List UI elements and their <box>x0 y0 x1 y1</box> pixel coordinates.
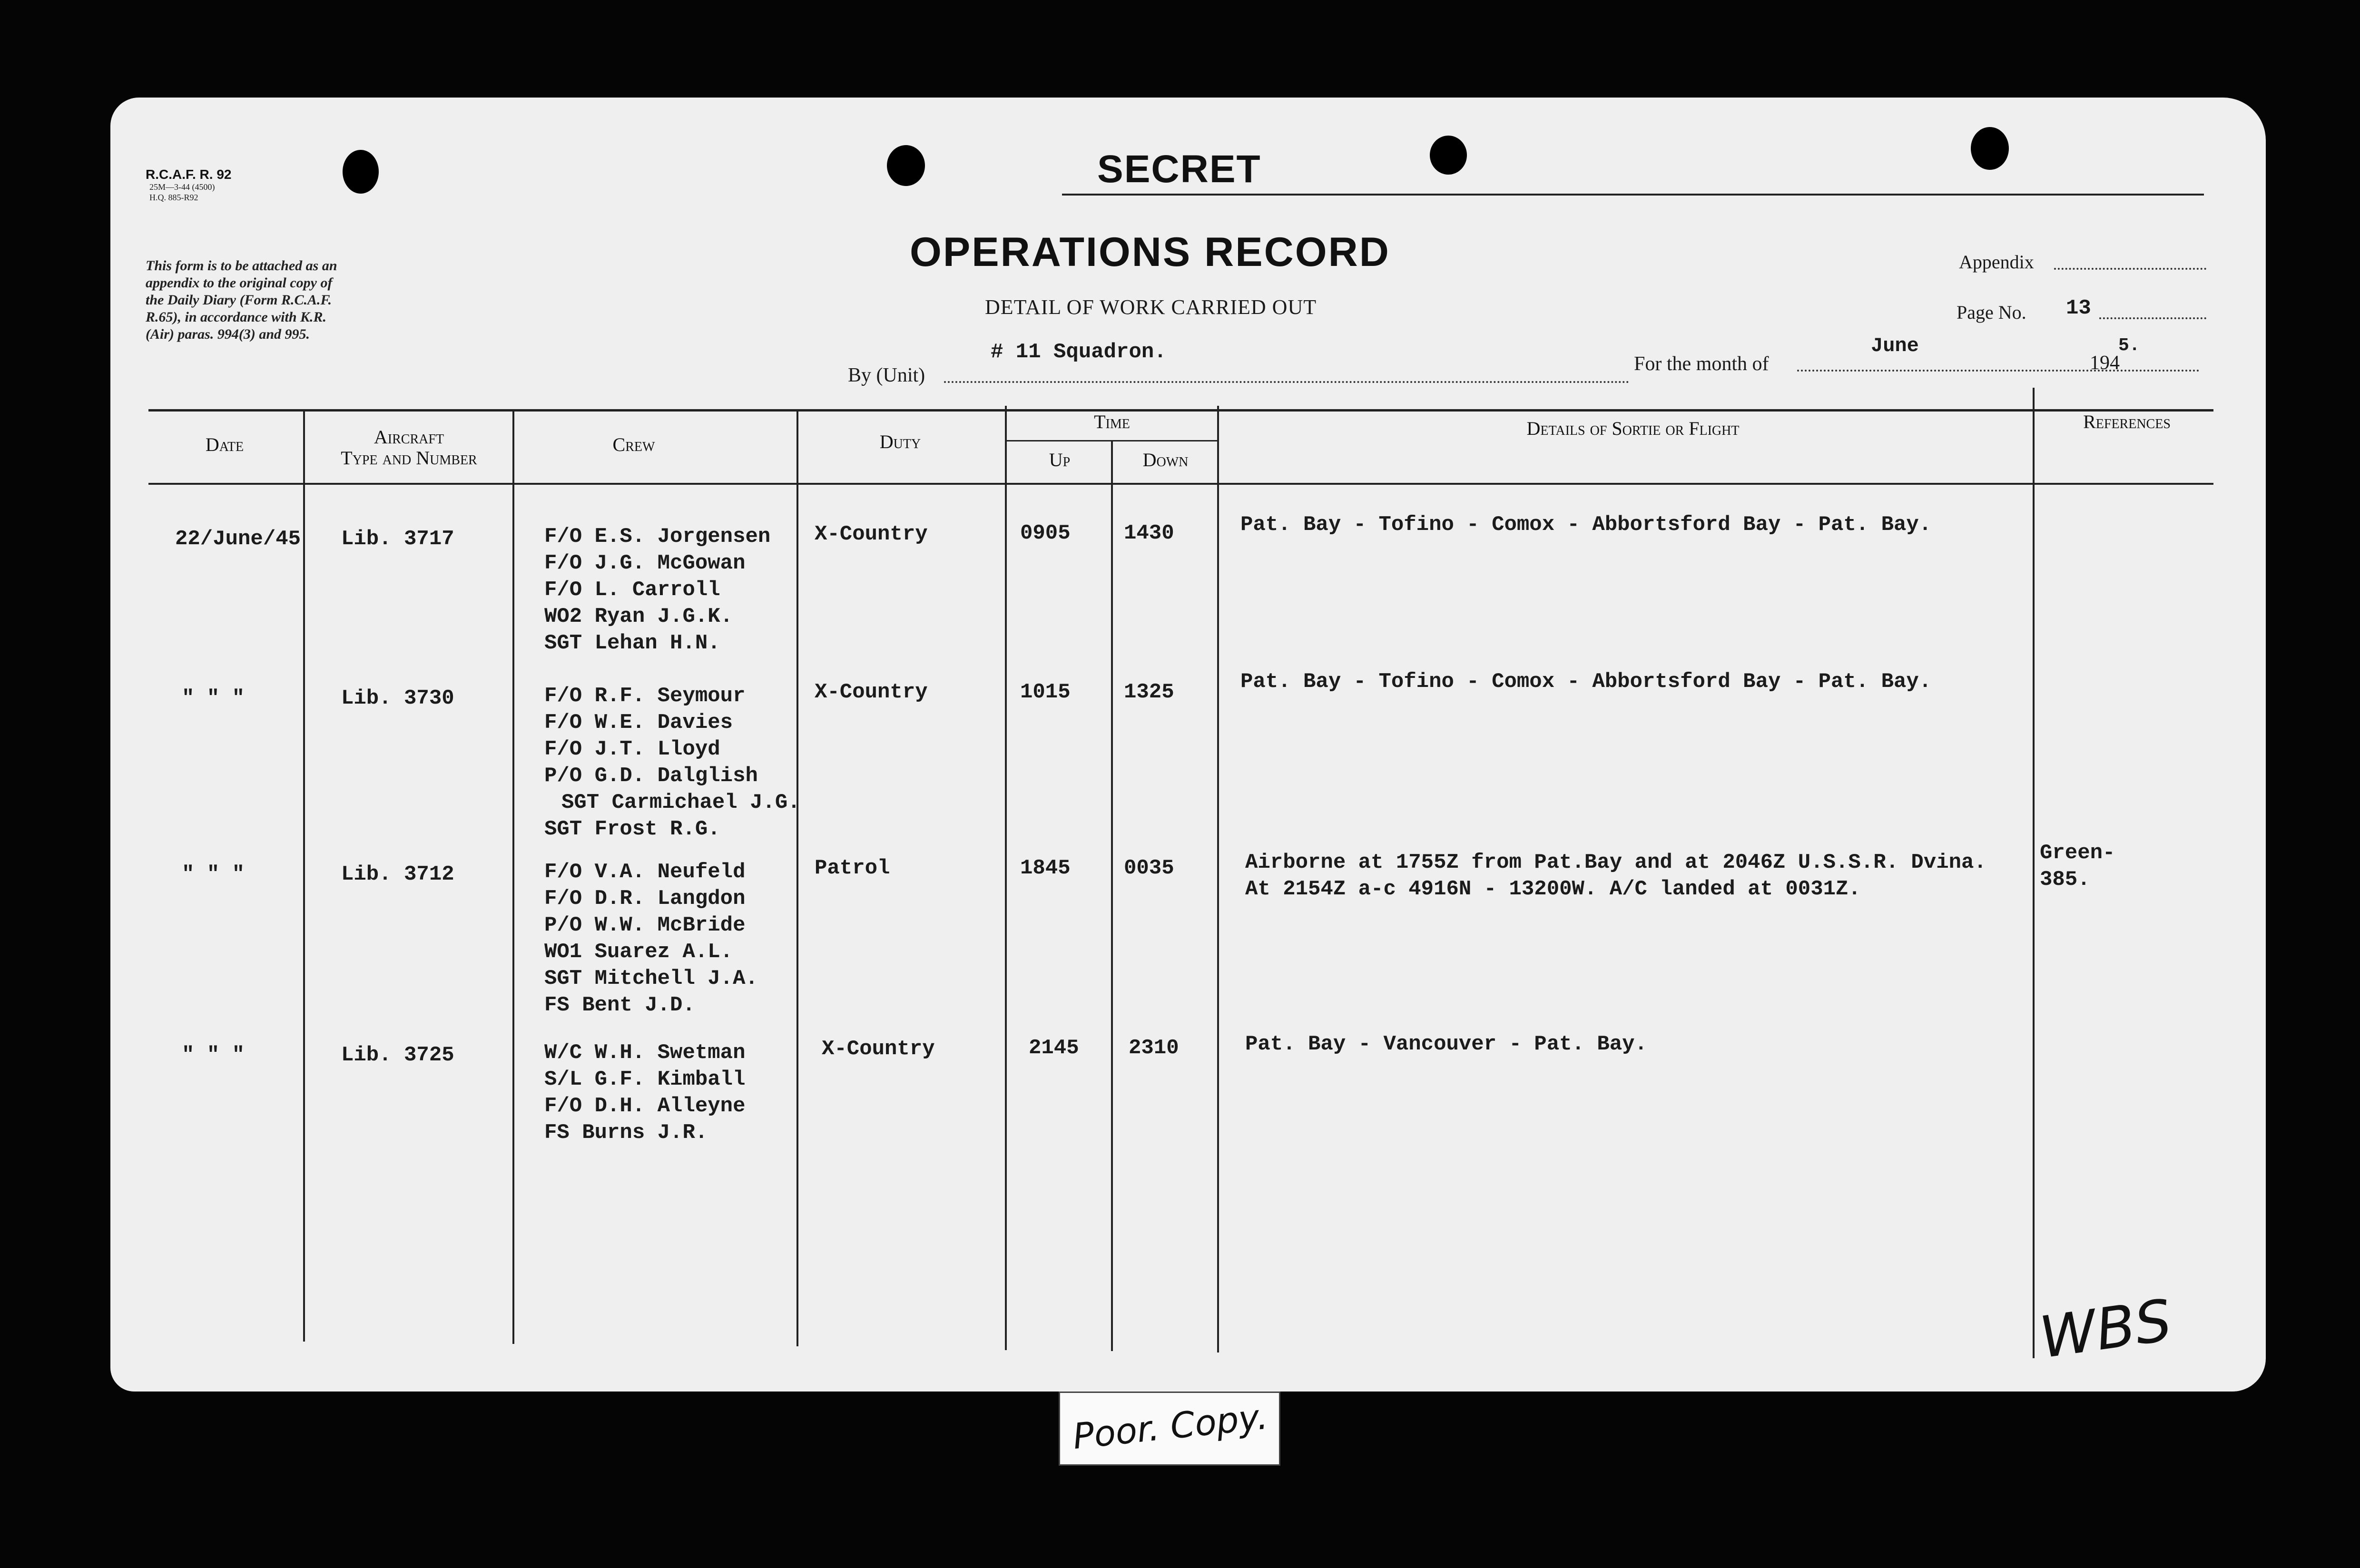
details-line: Pat. Bay - Tofino - Comox - Abbortsford Bay - Pat. Bay. <box>1240 670 1932 694</box>
page-dotted-line <box>2099 317 2206 319</box>
month-value: June <box>1871 334 1919 357</box>
column-divider <box>796 409 798 1346</box>
form-code-line2: 25M—3-44 (4500) <box>149 182 215 192</box>
row-crew <box>544 523 770 657</box>
instruction-line: R.65), in accordance with K.R. <box>146 309 327 325</box>
header-up: Up <box>1049 449 1071 470</box>
crew-member: S/L G.F. Kimball <box>544 1068 746 1091</box>
row-date: " " " <box>182 686 245 710</box>
unit-dotted-line <box>944 381 1629 383</box>
header-aircraft-line2: Type and Number <box>341 447 477 469</box>
row-aircraft: Lib. 3725 <box>341 1043 454 1067</box>
row-time-down: 1430 <box>1124 521 1174 545</box>
form-code-line3: H.Q. 885-R92 <box>149 193 198 202</box>
month-label: For the month of <box>1634 353 1769 375</box>
table-header-rule <box>148 483 2213 485</box>
row-time-down: 2310 <box>1129 1036 1179 1060</box>
form-code: R.C.A.F. R. 92 <box>146 167 232 182</box>
details-line: Airborne at 1755Z from Pat.Bay and at 2046Z U.S.S.R. Dvina. <box>1245 851 1986 874</box>
header-aircraft <box>305 427 512 469</box>
punch-hole <box>343 150 379 194</box>
column-divider <box>1217 406 1219 1352</box>
page-subtitle: DETAIL OF WORK CARRIED OUT <box>985 295 1317 319</box>
poor-copy-stamp <box>1059 1392 1280 1466</box>
page-title: OPERATIONS RECORD <box>910 229 1390 275</box>
crew-member: F/O J.T. Lloyd <box>544 737 720 761</box>
details-line: Pat. Bay - Tofino - Comox - Abbortsford Bay - Pat. Bay. <box>1240 513 1932 537</box>
crew-member: SGT Carmichael J.G. <box>561 791 800 814</box>
crew-member: WO1 Suarez A.L. <box>544 940 733 964</box>
header-down: Down <box>1142 449 1189 470</box>
crew-member: P/O G.D. Dalglish <box>544 764 758 788</box>
crew-member: P/O W.W. McBride <box>544 913 746 937</box>
unit-value: # 11 Squadron. <box>991 340 1167 364</box>
header-details: Details of Sortie or Flight <box>1526 418 1740 439</box>
reference-line: 385. <box>2040 868 2090 892</box>
header-date: Date <box>205 434 244 455</box>
row-time-down: 0035 <box>1124 856 1174 880</box>
crew-member: WO2 Ryan J.G.K. <box>544 605 733 628</box>
reference-line: Green- <box>2040 841 2115 865</box>
header-rule <box>1062 194 2204 196</box>
crew-member: F/O J.G. McGowan <box>544 551 746 575</box>
handwritten-initials: WBS <box>2036 1287 2176 1372</box>
crew-member: SGT Mitchell J.A. <box>544 967 758 990</box>
row-aircraft: Lib. 3730 <box>341 686 454 710</box>
row-time-up: 1015 <box>1020 680 1071 704</box>
column-divider <box>303 412 305 1342</box>
row-date: " " " <box>182 1043 245 1067</box>
row-details <box>1240 511 1931 538</box>
instruction-line: the Daily Diary (Form R.C.A.F. <box>146 292 332 308</box>
crew-member: F/O D.H. Alleyne <box>544 1094 746 1118</box>
crew-member: F/O R.F. Seymour <box>544 684 746 708</box>
details-line: At 2154Z a-c 4916N - 13200W. A/C landed at 0031Z. <box>1245 877 1861 901</box>
crew-member: W/C W.H. Swetman <box>544 1041 746 1065</box>
crew-member: F/O W.E. Davies <box>544 711 733 735</box>
header-time: Time <box>1094 411 1130 432</box>
crew-member: SGT Lehan H.N. <box>544 631 720 655</box>
header-duty: Duty <box>879 431 921 452</box>
row-duty: Patrol <box>815 856 890 880</box>
row-date: " " " <box>182 862 245 886</box>
operations-record-card <box>110 98 2266 1392</box>
column-divider <box>2033 388 2035 1358</box>
column-divider <box>1005 406 1007 1350</box>
row-details <box>1245 849 1986 902</box>
row-duty: X-Country <box>822 1037 935 1061</box>
punch-hole <box>1971 127 2009 170</box>
punch-hole <box>887 145 925 186</box>
appendix-dotted-line <box>2054 268 2206 270</box>
row-details <box>1240 668 1931 695</box>
row-time-up: 1845 <box>1020 856 1071 880</box>
instruction-line: This form is to be attached as an <box>146 258 337 274</box>
details-line: Pat. Bay - Vancouver - Pat. Bay. <box>1245 1032 1647 1056</box>
page-number-value: 13 <box>2066 296 2091 320</box>
row-details <box>1245 1031 1647 1058</box>
row-crew <box>544 859 758 1019</box>
column-divider <box>1111 440 1113 1351</box>
instruction-line: appendix to the original copy of <box>146 275 333 291</box>
poor-copy-label: Poor. Copy. <box>1071 1396 1270 1458</box>
row-time-down: 1325 <box>1124 680 1174 704</box>
header-references: References <box>2083 411 2171 432</box>
row-aircraft: Lib. 3712 <box>341 862 454 886</box>
crew-member: F/O D.R. Langdon <box>544 887 746 911</box>
row-date: 22/June/45 <box>175 527 301 551</box>
crew-member: SGT Frost R.G. <box>544 817 720 841</box>
year-suffix: 5. <box>2118 335 2140 356</box>
crew-member: FS Burns J.R. <box>544 1121 708 1145</box>
row-crew <box>544 683 800 843</box>
crew-member: F/O V.A. Neufeld <box>544 860 746 884</box>
row-time-up: 2145 <box>1029 1036 1079 1060</box>
header-aircraft-line1: Aircraft <box>374 426 444 448</box>
column-divider <box>512 412 514 1344</box>
form-instructions <box>146 257 337 343</box>
crew-member: F/O L. Carroll <box>544 578 720 602</box>
punch-hole <box>1430 136 1467 175</box>
row-duty: X-Country <box>815 522 928 546</box>
appendix-label: Appendix <box>1959 251 2034 273</box>
row-crew <box>544 1039 745 1146</box>
row-duty: X-Country <box>815 680 928 704</box>
classification: SECRET <box>1097 147 1261 191</box>
crew-member: F/O E.S. Jorgensen <box>544 525 771 549</box>
year-prefix: 194 <box>2090 352 2120 374</box>
header-crew: Crew <box>612 434 655 455</box>
crew-member: FS Bent J.D. <box>544 993 695 1017</box>
month-dotted-line <box>1797 370 2199 372</box>
page-number-label: Page No. <box>1957 302 2026 323</box>
row-time-up: 0905 <box>1020 521 1071 545</box>
instruction-line: (Air) paras. 994(3) and 995. <box>146 326 310 342</box>
row-aircraft: Lib. 3717 <box>341 527 454 551</box>
row-reference <box>2040 840 2115 893</box>
unit-label: By (Unit) <box>848 364 925 386</box>
